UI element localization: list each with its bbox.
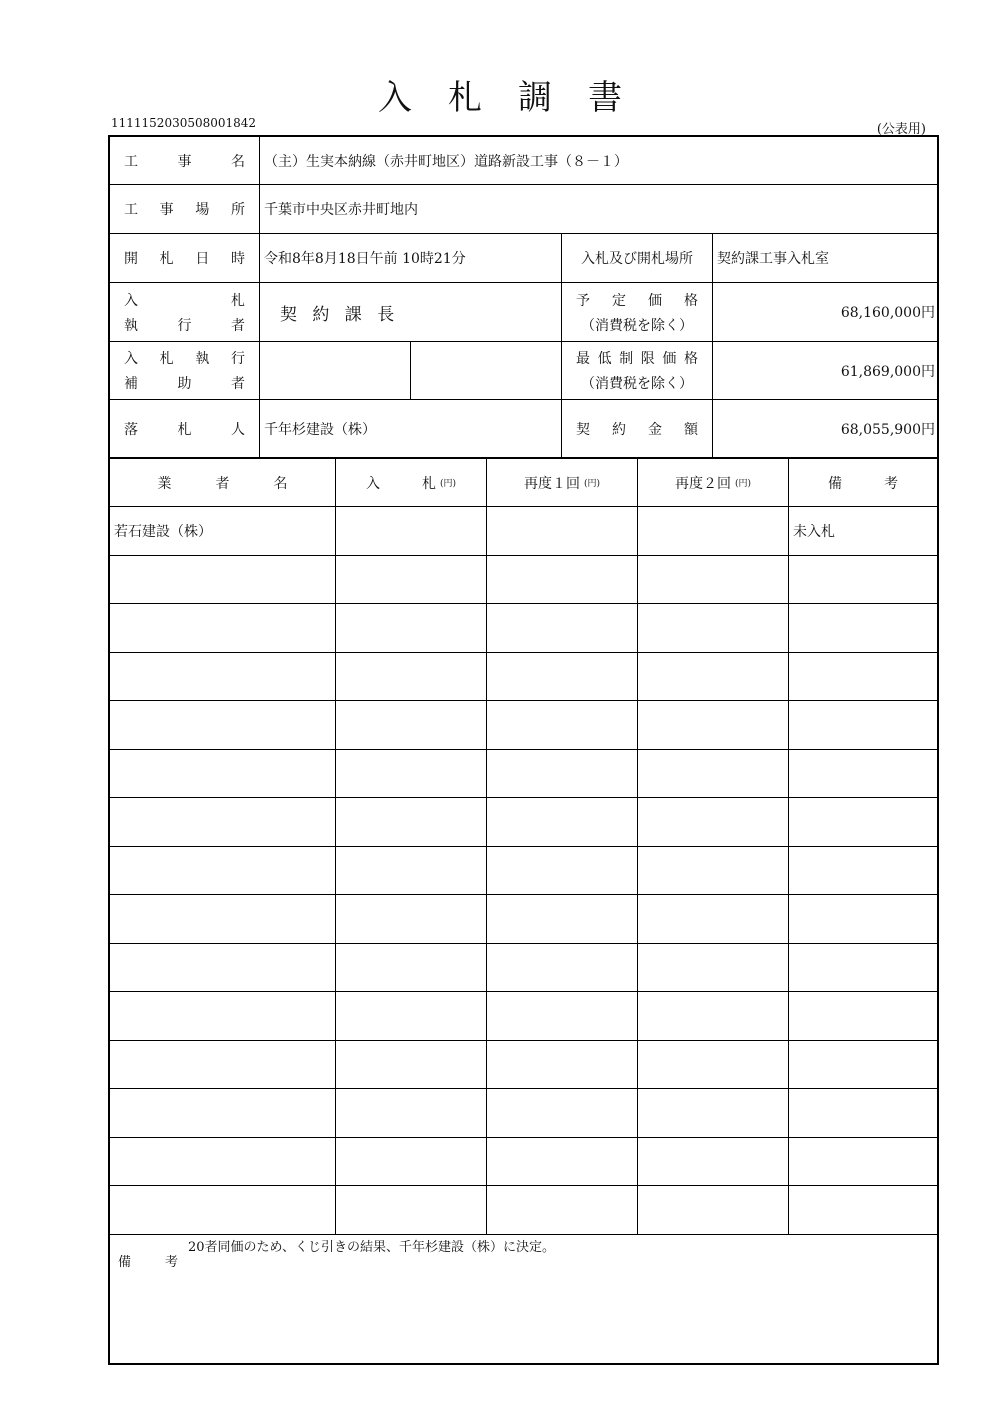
table-cell-rebid1 xyxy=(487,507,638,556)
winner: 千年杉建設（株） xyxy=(260,400,562,458)
table-cell-bidder xyxy=(110,944,336,993)
construction-name-label: 工 事 名 xyxy=(110,137,260,185)
table-cell-remarks xyxy=(789,653,937,702)
table-cell-bid xyxy=(336,1138,487,1187)
table-cell-bidder xyxy=(110,701,336,750)
table-cell-bidder xyxy=(110,1041,336,1090)
publication-label: (公表用) xyxy=(876,122,926,137)
table-cell-remarks xyxy=(789,1041,937,1090)
table-cell-rebid2 xyxy=(638,750,789,799)
winner-label: 落 札 人 xyxy=(110,400,260,458)
table-cell-bid xyxy=(336,1041,487,1090)
table-cell-bidder xyxy=(110,556,336,605)
table-cell-rebid1 xyxy=(487,847,638,896)
table-cell-remarks xyxy=(789,992,937,1041)
table-cell-rebid1 xyxy=(487,701,638,750)
opening-datetime: 令和8年8月18日午前 10時21分 xyxy=(260,234,562,283)
table-cell-rebid1 xyxy=(487,653,638,702)
table-cell-rebid2 xyxy=(638,1186,789,1235)
table-cell-bid xyxy=(336,750,487,799)
document-id: 1111152030508001842 xyxy=(111,116,257,130)
table-cell-rebid1 xyxy=(487,992,638,1041)
table-cell-rebid1 xyxy=(487,1186,638,1235)
table-cell-bid xyxy=(336,507,487,556)
contract-label: 契 約 金 額 xyxy=(562,400,713,458)
assistant-1 xyxy=(260,342,411,400)
table-cell-rebid1 xyxy=(487,604,638,653)
table-cell-remarks xyxy=(789,895,937,944)
header-rebid2: 再度２回 (円) xyxy=(638,458,789,507)
table-cell-rebid2 xyxy=(638,1041,789,1090)
table-cell-bidder: 若石建設（株） xyxy=(110,507,336,556)
location: 千葉市中央区赤井町地内 xyxy=(260,185,937,234)
table-cell-rebid1 xyxy=(487,798,638,847)
table-cell-rebid2 xyxy=(638,1138,789,1187)
planned-price: 68,160,000円 xyxy=(713,283,937,342)
table-cell-bid xyxy=(336,1089,487,1138)
assistant-label: 入 札 執 行 補 助 者 xyxy=(110,342,260,400)
executor: 契 約 課 長 xyxy=(260,283,562,342)
table-cell-remarks xyxy=(789,556,937,605)
table-cell-remarks xyxy=(789,944,937,993)
table-cell-bidder xyxy=(110,1138,336,1187)
table-cell-remarks xyxy=(789,1138,937,1187)
table-cell-bidder xyxy=(110,1186,336,1235)
notes-text: 20者同価のため、くじ引きの結果、千年杉建設（株）に決定。 xyxy=(188,1240,556,1255)
table-cell-rebid2 xyxy=(638,992,789,1041)
planned-price-label: 予 定 価 格 （消費税を除く） xyxy=(562,283,713,342)
table-cell-bid xyxy=(336,701,487,750)
table-cell-bidder xyxy=(110,750,336,799)
table-cell-rebid1 xyxy=(487,750,638,799)
table-cell-rebid1 xyxy=(487,895,638,944)
table-cell-rebid2 xyxy=(638,556,789,605)
table-cell-rebid1 xyxy=(487,556,638,605)
table-cell-bid xyxy=(336,1186,487,1235)
table-cell-rebid2 xyxy=(638,653,789,702)
header-bid: 入 札 (円) xyxy=(336,458,487,507)
header-bidder: 業 者 名 xyxy=(110,458,336,507)
table-cell-remarks xyxy=(789,701,937,750)
contract-amount: 68,055,900円 xyxy=(713,400,937,458)
table-cell-remarks xyxy=(789,604,937,653)
venue: 契約課工事入札室 xyxy=(713,234,937,283)
table-cell-remarks: 未入札 xyxy=(789,507,937,556)
document-title: 入 札 調 書 xyxy=(378,78,622,118)
executor-label: 入 札 執 行 者 xyxy=(110,283,260,342)
table-cell-rebid1 xyxy=(487,1041,638,1090)
table-cell-bidder xyxy=(110,847,336,896)
notes-label: 備 考 xyxy=(118,1255,178,1270)
location-label: 工 事 場 所 xyxy=(110,185,260,234)
notes-area xyxy=(110,1235,937,1363)
table-cell-rebid1 xyxy=(487,1089,638,1138)
construction-name: （主）生実本納線（赤井町地区）道路新設工事（８－１） xyxy=(260,137,937,185)
table-cell-bidder xyxy=(110,1089,336,1138)
table-cell-bid xyxy=(336,992,487,1041)
table-cell-rebid2 xyxy=(638,701,789,750)
table-cell-rebid2 xyxy=(638,944,789,993)
opening-label: 開 札 日 時 xyxy=(110,234,260,283)
table-cell-remarks xyxy=(789,1089,937,1138)
table-cell-bid xyxy=(336,604,487,653)
table-cell-remarks xyxy=(789,750,937,799)
table-cell-rebid2 xyxy=(638,1089,789,1138)
header-rebid1: 再度１回 (円) xyxy=(487,458,638,507)
table-cell-bidder xyxy=(110,895,336,944)
table-cell-bid xyxy=(336,798,487,847)
table-cell-bidder xyxy=(110,798,336,847)
table-cell-remarks xyxy=(789,798,937,847)
table-cell-bid xyxy=(336,895,487,944)
table-cell-bidder xyxy=(110,604,336,653)
venue-label: 入札及び開札場所 xyxy=(562,234,713,283)
assistant-2 xyxy=(411,342,562,400)
table-cell-bid xyxy=(336,847,487,896)
bid-record-frame xyxy=(108,135,939,1365)
table-cell-rebid2 xyxy=(638,895,789,944)
table-cell-rebid2 xyxy=(638,604,789,653)
table-cell-rebid1 xyxy=(487,1138,638,1187)
table-cell-rebid2 xyxy=(638,798,789,847)
table-cell-bid xyxy=(336,944,487,993)
table-cell-bidder xyxy=(110,653,336,702)
table-cell-remarks xyxy=(789,1186,937,1235)
table-cell-remarks xyxy=(789,847,937,896)
table-cell-bid xyxy=(336,556,487,605)
table-cell-rebid2 xyxy=(638,847,789,896)
table-cell-bid xyxy=(336,653,487,702)
header-remarks: 備 考 xyxy=(789,458,937,507)
min-price: 61,869,000円 xyxy=(713,342,937,400)
min-price-label: 最 低 制 限 価 格 （消費税を除く） xyxy=(562,342,713,400)
table-cell-bidder xyxy=(110,992,336,1041)
table-cell-rebid1 xyxy=(487,944,638,993)
table-cell-rebid2 xyxy=(638,507,789,556)
